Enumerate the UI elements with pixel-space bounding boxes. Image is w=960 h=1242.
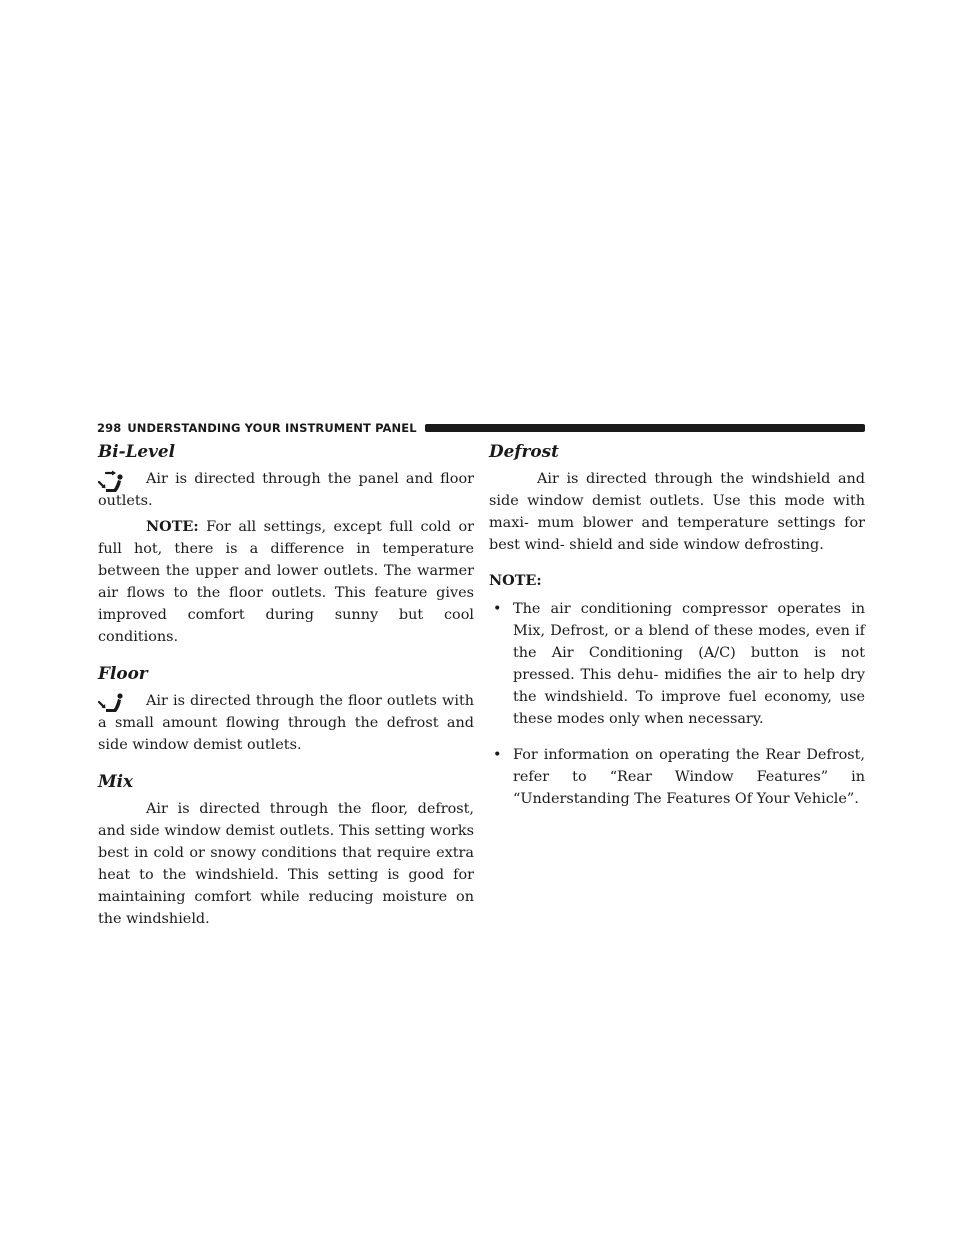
floor-vent-icon <box>98 692 126 716</box>
mix-section <box>98 798 474 930</box>
floor-heading: Floor <box>98 663 148 683</box>
bullet-icon: • <box>493 601 502 617</box>
right-column <box>489 440 865 824</box>
floor-section <box>98 690 474 756</box>
defrost-section <box>489 468 865 556</box>
bilevel-note <box>98 516 474 648</box>
bilevel-description: Air is directed through the panel and floor outlets. <box>98 471 474 509</box>
mix-description: Air is directed through the floor, defrost, and side window demist outlets. This setting works best in cold or snowy conditions that require extra heat to the windshield. This setting is good for maintaining comfort while reducing moisture on the windshield. <box>98 801 474 927</box>
list-item: • The air conditioning compressor operates in Mix, Defrost, or a blend of these modes, even if the Air Conditioning (A/C) button is not pressed. This dehu- midifies the air to help dry the windshield. To improve fuel economy, use these modes only when necessary. <box>489 598 865 730</box>
left-column <box>98 440 474 930</box>
list-item: • For information on operating the Rear Defrost, refer to “Rear Window Features” in “Understanding The Features Of Your Vehicle”. <box>489 744 865 810</box>
note-list <box>489 598 865 810</box>
bilevel-heading: Bi-Level <box>98 441 176 461</box>
bilevel-section <box>98 468 474 648</box>
note-text: For all settings, except full cold or full hot, there is a difference in temperature between the upper and lower outlets. The warmer air flows to the floor outlets. This feature gives improved comfort during sunny but cool conditions. <box>98 519 474 645</box>
bullet-icon: • <box>493 747 502 763</box>
page-header <box>97 418 865 438</box>
defrost-description: Air is directed through the windshield and side window demist outlets. Use this mode with maxi- mum blower and temperature settings for best wind- shield and side window defrosting. <box>489 471 865 553</box>
section-title: UNDERSTANDING YOUR INSTRUMENT PANEL <box>127 421 417 435</box>
header-rule <box>425 424 865 432</box>
note-heading: NOTE: <box>489 572 542 589</box>
page-number: 298 <box>97 421 122 435</box>
mix-heading: Mix <box>98 771 134 791</box>
note-label: NOTE: <box>146 518 199 535</box>
bilevel-vent-icon <box>98 470 126 494</box>
defrost-heading: Defrost <box>489 441 559 461</box>
floor-description: Air is directed through the floor outlets with a small amount flowing through the defrost and side window demist outlets. <box>98 693 474 753</box>
